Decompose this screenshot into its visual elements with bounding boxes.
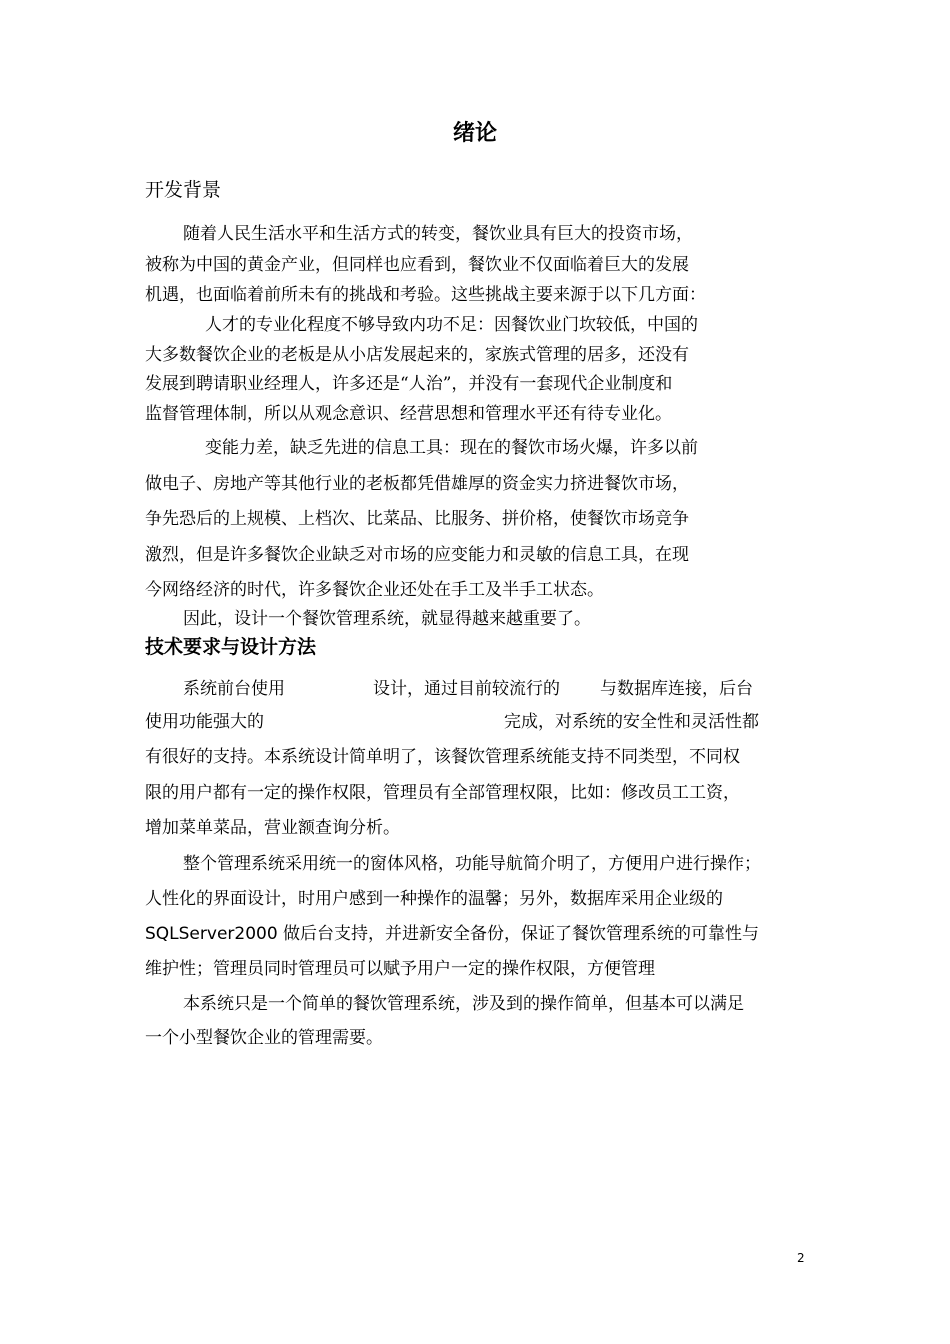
page-number: 2: [797, 1251, 805, 1265]
paragraph-line: 因此，设计一个餐饮管理系统，就显得越来越重要了。: [183, 609, 591, 629]
paragraph-line: [183, 677, 807, 701]
paragraph-line: 机遇，也面临着前所未有的挑战和考验。这些挑战主要来源于以下几方面：: [145, 285, 706, 305]
text-fragment: 系统前台使用: [183, 679, 285, 699]
paragraph-line: [145, 922, 807, 946]
text-fragment: 使用功能强大的: [145, 712, 264, 732]
paragraph-line: 人才的专业化程度不够导致内功不足：因餐饮业门坎较低，中国的: [205, 315, 698, 335]
paragraph-line: 增加菜单菜品，营业额查询分析。: [145, 818, 400, 838]
paragraph-line: 做电子、房地产等其他行业的老板都凭借雄厚的资金实力挤进餐饮市场，: [145, 474, 689, 494]
paragraph-line: 今网络经济的时代，许多餐饮企业还处在手工及半手工状态。: [145, 580, 604, 600]
paragraph-line: 本系统只是一个简单的餐饮管理系统，涉及到的操作简单，但基本可以满足: [183, 994, 744, 1014]
paragraph-line: 被称为中国的黄金产业，但同样也应看到，餐饮业不仅面临着巨大的发展: [145, 255, 689, 275]
db-name: SQLServer2000: [145, 924, 278, 944]
paragraph-line: 发展到聘请职业经理人，许多还是“人治”，并没有一套现代企业制度和: [145, 374, 673, 394]
section-heading-background: 开发背景: [145, 179, 222, 201]
paragraph-line: 监督管理体制，所以从观念意识、经营思想和管理水平还有待专业化。: [145, 404, 672, 424]
text-fragment: 设计，通过目前较流行的: [373, 679, 560, 699]
paragraph-line: 变能力差，缺乏先进的信息工具：现在的餐饮市场火爆，许多以前: [205, 438, 698, 458]
paragraph-line: 人性化的界面设计，时用户感到一种操作的温馨；另外，数据库采用企业级的: [145, 889, 723, 909]
paragraph-line: 整个管理系统采用统一的窗体风格，功能导航简介明了，方便用户进行操作；: [183, 854, 761, 874]
paragraph-line: 有很好的支持。本系统设计简单明了，该餐饮管理系统能支持不同类型，不同权: [145, 747, 740, 767]
paragraph-line: 争先恐后的上规模、上档次、比菜品、比服务、拼价格，使餐饮市场竞争: [145, 509, 689, 529]
paragraph-line: 大多数餐饮企业的老板是从小店发展起来的，家族式管理的居多，还没有: [145, 345, 689, 365]
paragraph-line: 一个小型餐饮企业的管理需要。: [145, 1028, 383, 1048]
paragraph-line: 随着人民生活水平和生活方式的转变，餐饮业具有巨大的投资市场，: [183, 224, 693, 244]
paragraph-line: 限的用户都有一定的操作权限，管理员有全部管理权限，比如：修改员工工资，: [145, 783, 740, 803]
text-fragment: 做后台支持，并进新安全备份，保证了餐饮管理系统的可靠性与: [277, 924, 760, 944]
paragraph-line: [145, 710, 807, 734]
paragraph-line: 维护性；管理员同时管理员可以赋予用户一定的操作权限，方便管理: [145, 959, 655, 979]
text-fragment: 完成，对系统的安全性和灵活性都: [504, 712, 759, 732]
paragraph-line: 激烈，但是许多餐饮企业缺乏对市场的应变能力和灵敏的信息工具，在现: [145, 545, 689, 565]
text-fragment: 与数据库连接，后台: [600, 679, 753, 699]
page-title: 绪论: [452, 121, 497, 146]
section-heading-tech: 技术要求与设计方法: [145, 636, 317, 658]
